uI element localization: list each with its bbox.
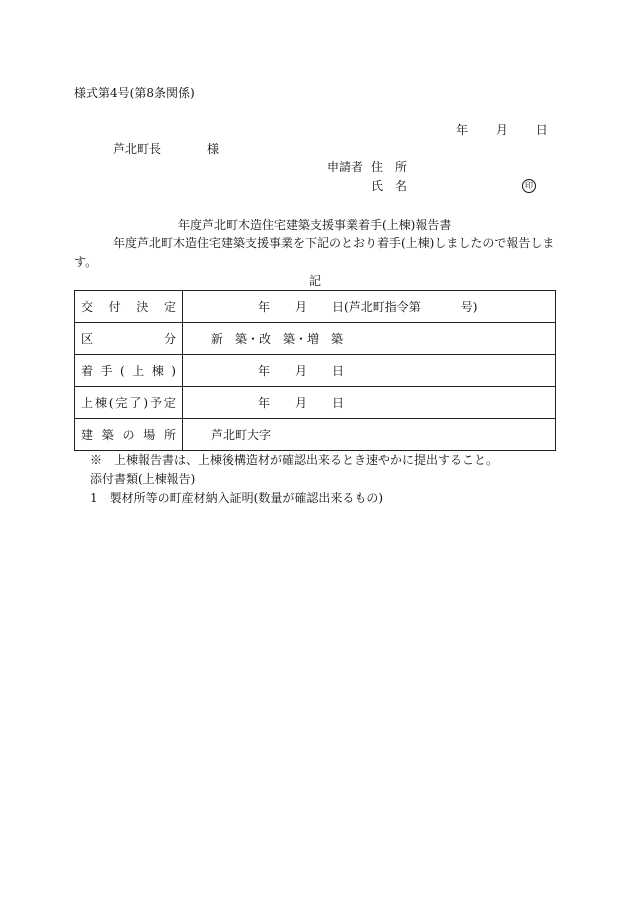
completion-month-label: 月 [295, 395, 308, 410]
value-start-date [183, 355, 556, 387]
date-line [456, 124, 548, 136]
grant-day-label: 日(芦北町指令第 [332, 299, 421, 314]
seal-mark: 印 [522, 179, 536, 193]
value-grant-decision [183, 291, 556, 323]
table-row-grant-decision [75, 291, 556, 323]
value-location: 芦北町大字 [183, 419, 556, 451]
start-month-label: 月 [295, 363, 308, 378]
grant-number-suffix: 号) [460, 299, 478, 314]
label-category: 区 分 [75, 323, 183, 355]
label-grant-decision: 交 付 決 定 [75, 291, 183, 323]
applicant-address-label: 住 所 [371, 160, 408, 174]
document-title: 年度芦北町木造住宅建築支援事業着手(上棟)報告書 [178, 218, 452, 232]
applicant-role: 申請者 [327, 160, 364, 174]
date-year-label: 年 [456, 123, 469, 137]
table-row-completion [75, 387, 556, 419]
body-text-line-1: 年度芦北町木造住宅建築支援事業を下記のとおり着手(上棟)しましたので報告しま [113, 236, 555, 250]
record-table [74, 290, 556, 451]
table-row-category [75, 323, 556, 355]
attachments-title: 添付書類(上棟報告) [90, 472, 196, 486]
label-start: 着 手 ( 上 棟 ) [75, 355, 183, 387]
attachment-item: 1 製材所等の町産材納入証明(数量が確認出来るもの) [90, 491, 384, 505]
start-day-label: 日 [332, 363, 345, 378]
addressee-name: 芦北町長 [113, 142, 162, 156]
completion-day-label: 日 [332, 395, 345, 410]
ki-heading: 記 [309, 274, 322, 288]
value-category: 新 築・改 築・増 築 [183, 323, 556, 355]
date-month-label: 月 [495, 123, 508, 137]
form-number: 様式第4号(第8条関係) [74, 86, 195, 100]
table-row-start [75, 355, 556, 387]
body-text-line-2: す。 [74, 255, 98, 269]
date-day-label: 日 [535, 123, 548, 137]
footnote: ※ 上棟報告書は、上棟後構造材が確認出来るとき速やかに提出すること。 [90, 453, 499, 467]
label-location: 建 築 の 場 所 [75, 419, 183, 451]
label-completion: 上 棟 ( 完 了 ) 予 定 [75, 387, 183, 419]
table-row-location [75, 419, 556, 451]
value-completion-date [183, 387, 556, 419]
applicant-name-label: 氏 名 [371, 179, 408, 193]
addressee-honorific: 様 [207, 142, 220, 156]
grant-year-label: 年 [258, 299, 271, 314]
start-year-label: 年 [258, 363, 271, 378]
grant-month-label: 月 [295, 299, 308, 314]
completion-year-label: 年 [258, 395, 271, 410]
